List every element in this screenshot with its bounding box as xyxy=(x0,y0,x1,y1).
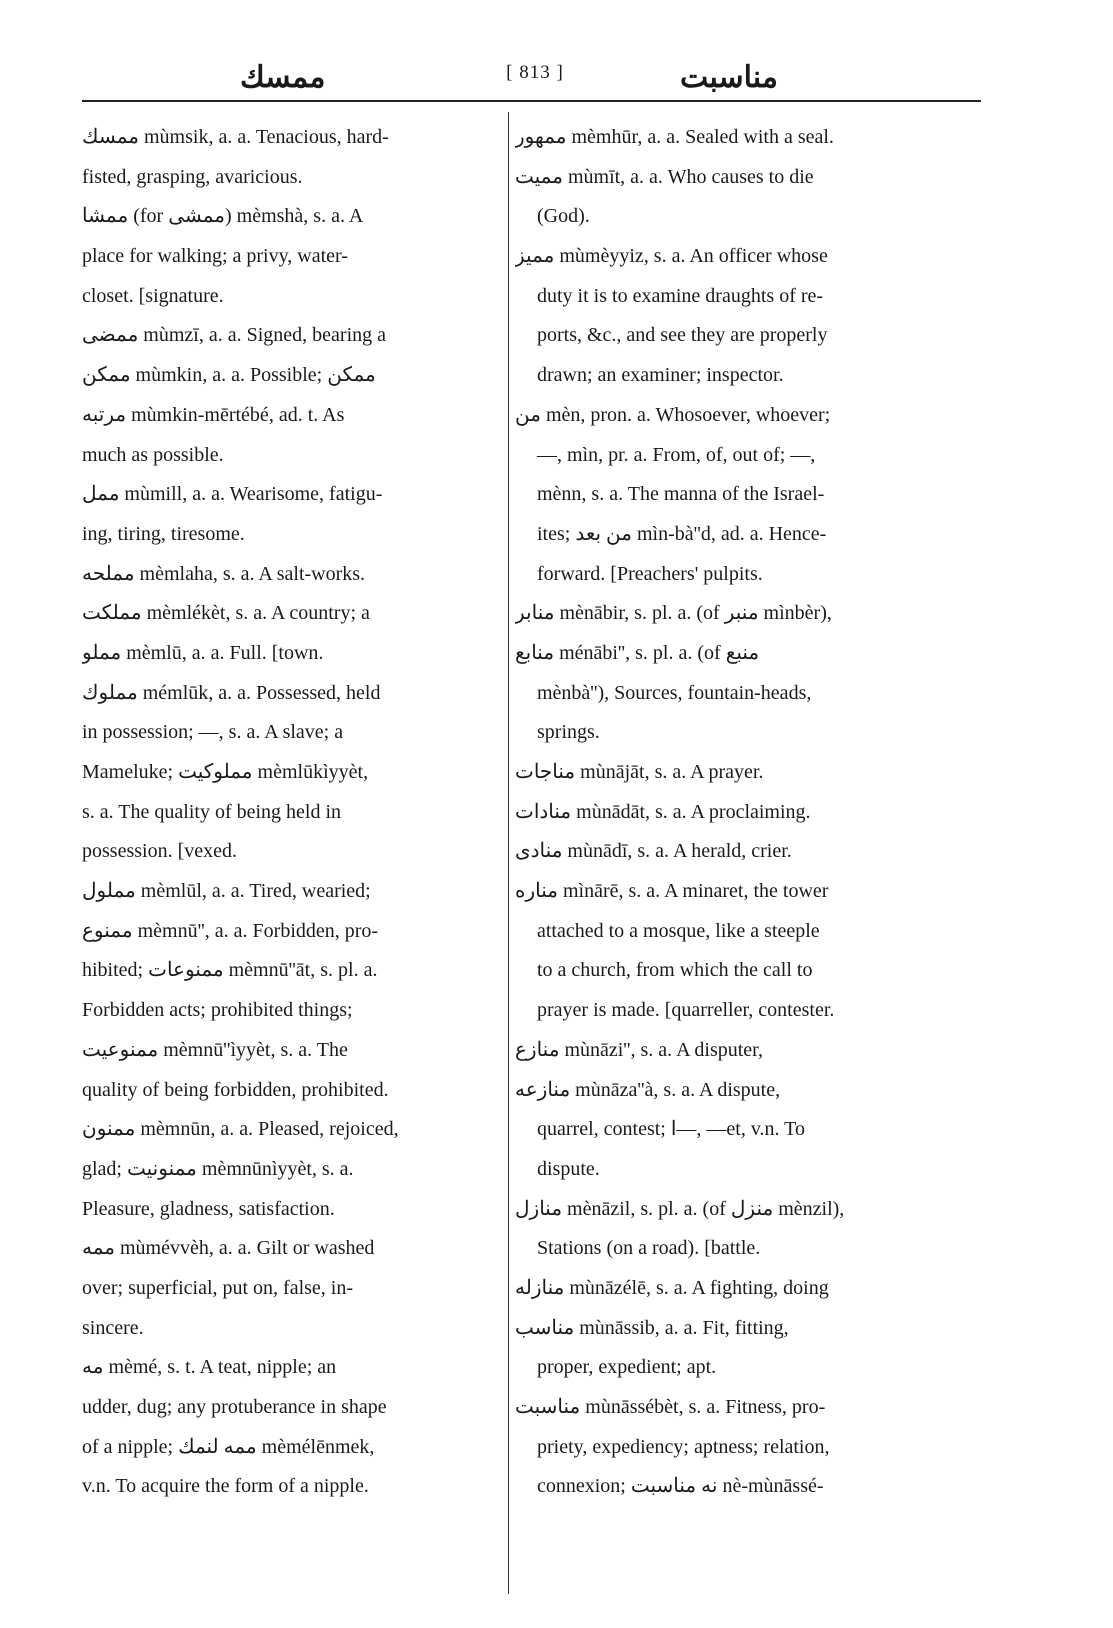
entry-line: مملو mèmlū, a. a. Full. [town. xyxy=(82,641,324,664)
entry-line: مناجات mùnājāt, s. a. A prayer. xyxy=(515,761,764,783)
header-left-catchword: ممسك xyxy=(240,61,326,94)
entry-line: مملحه mèmlaha, s. a. A salt-works. xyxy=(82,562,366,585)
entry-line: v.n. To acquire the form of a nipple. xyxy=(82,1475,369,1498)
header-rule xyxy=(82,100,981,102)
entry-line: ممكن mùmkin, a. a. Possible; ممكن xyxy=(82,364,376,387)
entry-line: ممشا (for ممشى) mèmshà, s. a. A xyxy=(82,205,364,228)
entry-line: ممنوع mèmnū'', a. a. Forbidden, pro- xyxy=(82,919,379,942)
entry-line: منازل mènāzil, s. pl. a. (of منزل mènzil), xyxy=(515,1197,845,1220)
entry-line: Stations (on a road). [battle. xyxy=(537,1237,761,1260)
page-header xyxy=(80,56,980,96)
entry-line: prayer is made. [quarreller, contester. xyxy=(537,999,835,1022)
entry-line: connexion; نه مناسبت nè-mùnāssé- xyxy=(537,1475,824,1498)
entry-line: ممنوعيت mèmnū''ìyyèt, s. a. The xyxy=(82,1038,348,1061)
entry-line: مناسبت mùnāssébèt, s. a. Fitness, pro- xyxy=(515,1396,826,1418)
entry-line: مناره mìnārē, s. a. A minaret, the tower xyxy=(515,880,829,903)
entry-line: مملكت mèmlékèt, s. a. A country; a xyxy=(82,602,370,625)
entry-line: mènn, s. a. The manna of the Israel- xyxy=(537,483,825,506)
entry-line: to a church, from which the call to xyxy=(537,959,813,982)
entry-line: springs. xyxy=(537,721,600,744)
entry-line: duty it is to examine draughts of re- xyxy=(537,284,824,307)
entry-line: closet. [signature. xyxy=(82,284,224,307)
entry-line: مميز mùmèyyiz, s. a. An officer whose xyxy=(515,245,828,268)
entry-line: مملوك mémlūk, a. a. Possessed, held xyxy=(82,681,381,704)
entry-line: منادى mùnādī, s. a. A herald, crier. xyxy=(515,840,792,863)
column-divider xyxy=(508,112,509,1594)
entry-line: Mameluke; مملوكيت mèmlūkìyyèt, xyxy=(82,761,369,783)
page-number: [ 813 ] xyxy=(506,62,564,83)
entry-line: over; superficial, put on, false, in- xyxy=(82,1276,354,1299)
entry-line: مه mèmé, s. t. A teat, nipple; an xyxy=(82,1356,337,1379)
entry-line: ممه mùmévvèh, a. a. Gilt or washed xyxy=(82,1237,375,1260)
entry-line: (God). xyxy=(537,205,590,228)
entry-line: ممسك mùmsik, a. a. Tenacious, hard- xyxy=(82,126,389,148)
entry-line: proper, expedient; apt. xyxy=(537,1356,717,1379)
entry-line: ممضى mùmzī, a. a. Signed, bearing a xyxy=(82,324,387,347)
entry-line: much as possible. xyxy=(82,443,224,466)
entry-line: place for walking; a privy, water- xyxy=(82,245,348,268)
entry-line: possession. [vexed. xyxy=(82,840,237,863)
entry-line: quality of being forbidden, prohibited. xyxy=(82,1078,389,1101)
entry-line: fisted, grasping, avaricious. xyxy=(82,165,303,188)
entry-line: mènbà''), Sources, fountain-heads, xyxy=(537,681,812,704)
entry-line: in possession; —, s. a. A slave; a xyxy=(82,721,344,744)
entry-line: forward. [Preachers' pulpits. xyxy=(537,562,763,585)
entry-line: منازله mùnāzélē, s. a. A fighting, doing xyxy=(515,1276,829,1299)
entry-line: attached to a mosque, like a steeple xyxy=(537,919,820,942)
entry-line: ممل mùmill, a. a. Wearisome, fatigu- xyxy=(82,483,383,506)
entry-line: ites; من بعد mìn-bà''d, ad. a. Hence- xyxy=(537,522,827,545)
header-right-catchword: مناسبت xyxy=(680,61,778,94)
entry-line: مميت mùmīt, a. a. Who causes to die xyxy=(515,165,814,188)
entry-line: sincere. xyxy=(82,1316,144,1339)
entry-line: quarrel, contest; ا—, —et, v.n. To xyxy=(537,1118,805,1141)
entry-line: ممنون mèmnūn, a. a. Pleased, rejoiced, xyxy=(82,1118,399,1141)
entry-line: ports, &c., and see they are properly xyxy=(537,324,828,347)
entry-line: منازع mùnāzi'', s. a. A disputer, xyxy=(515,1038,764,1061)
entry-line: منابع ménābi'', s. pl. a. (of منبع xyxy=(515,641,760,664)
entry-line: منازعه mùnāza''à, s. a. A dispute, xyxy=(515,1078,781,1101)
entry-line: —, mìn, pr. a. From, of, out of; —, xyxy=(537,443,816,466)
entry-line: مملول mèmlūl, a. a. Tired, wearied; xyxy=(82,880,371,903)
entry-line: dispute. xyxy=(537,1157,600,1180)
left-column xyxy=(82,118,491,1507)
entry-line: مناسب mùnāssib, a. a. Fit, fitting, xyxy=(515,1316,789,1339)
entry-line: priety, expediency; aptness; relation, xyxy=(537,1435,830,1458)
entry-line: udder, dug; any protuberance in shape xyxy=(82,1396,387,1418)
entry-line: drawn; an examiner; inspector. xyxy=(537,364,784,387)
right-column xyxy=(515,118,942,1507)
entry-line: منابر mènābir, s. pl. a. (of منبر mìnbèr), xyxy=(515,602,832,625)
entry-line: ing, tiring, tiresome. xyxy=(82,522,245,545)
entry-line: مرتبه mùmkin-mērtébé, ad. t. As xyxy=(82,403,345,426)
entry-line: hibited; ممنوعات mèmnū''āt, s. pl. a. xyxy=(82,959,378,982)
entry-line: من mèn, pron. a. Whosoever, whoever; xyxy=(515,403,831,426)
entry-line: glad; ممنونيت mèmnūnìyyèt, s. a. xyxy=(82,1157,354,1180)
entry-line: منادات mùnādāt, s. a. A proclaiming. xyxy=(515,800,811,823)
entry-line: s. a. The quality of being held in xyxy=(82,800,342,823)
entry-line: Pleasure, gladness, satisfaction. xyxy=(82,1197,335,1220)
entry-line: ممهور mèmhūr, a. a. Sealed with a seal. xyxy=(515,126,834,148)
entry-line: of a nipple; ممه لنمك mèmélēnmek, xyxy=(82,1435,375,1458)
entry-line: Forbidden acts; prohibited things; xyxy=(82,999,353,1022)
